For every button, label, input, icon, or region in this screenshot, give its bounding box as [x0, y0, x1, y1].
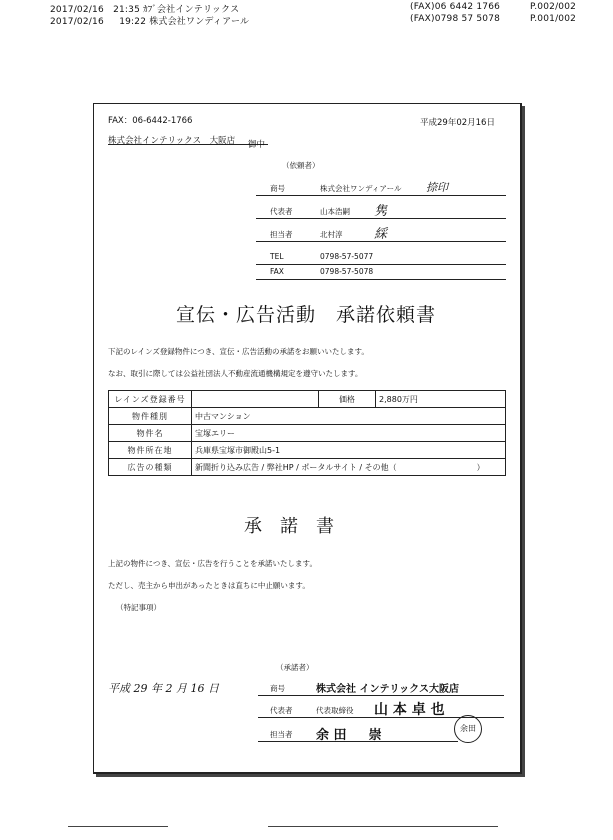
scan-mark-left: [68, 826, 168, 827]
seal-stamp: [454, 715, 482, 743]
table-value-name: 宝塚エリー: [192, 425, 506, 442]
consenter-staff-name: 余 田 崇: [316, 728, 382, 743]
consent-line-2: ただし、売主から申出があったときは直ちに中止願います。: [108, 581, 310, 590]
requester-row-label: 代表者: [270, 207, 293, 216]
requester-label: （依頼者）: [282, 161, 320, 170]
handwritten-rep-mark: 隽: [374, 204, 388, 219]
requester-row-value: 北村淳: [320, 230, 343, 239]
fax2-number: (FAX)0798 57 5078: [410, 14, 501, 24]
table-value-price: 2,880万円: [376, 391, 506, 408]
fax1-number: (FAX)06 6442 1766: [410, 2, 501, 12]
handwritten-seal-mark: 捺印: [426, 181, 448, 194]
table-value-ad-type: 新聞折り込み広告 / 弊社HP / ポータルサイト / その他（ ）: [192, 459, 506, 476]
body-line-2: なお、取引に際しては公益社団法人不動産流通機構規定を遵守いたします。: [108, 369, 363, 378]
table-label-reins: レインズ登録番号: [109, 391, 192, 408]
table-row: [109, 459, 506, 476]
document-date: 平成29年02月16日: [420, 118, 495, 128]
recipient-honorific: 御中: [248, 140, 266, 150]
consent-title: 承 諾 書: [244, 516, 334, 537]
table-row: [109, 425, 506, 442]
requester-row-label: FAX: [270, 267, 284, 276]
requester-row-staff: [256, 225, 506, 242]
table-label-ad-type: 広告の種類: [109, 459, 192, 476]
body-line-1: 下記のレインズ登録物件につき、宣伝・広告活動の承諾をお願いいたします。: [108, 347, 369, 356]
fax1-time: 21:35: [113, 5, 140, 15]
requester-row-value: 0798-57-5078: [320, 267, 374, 276]
document-title: 宣伝・広告活動 承諾依頼書: [176, 304, 437, 326]
requester-row-label: TEL: [270, 252, 284, 261]
consenter-rep-name: 山 本 卓 也: [374, 702, 445, 718]
requester-row-value: 株式会社ワンディアール: [320, 184, 402, 193]
table-row: [109, 442, 506, 459]
table-label-location: 物件所在地: [109, 442, 192, 459]
requester-row-value: 0798-57-5077: [320, 252, 374, 261]
table-label-type: 物件種別: [109, 408, 192, 425]
consenter-row-label: 担当者: [270, 730, 293, 739]
table-value-reins: [192, 391, 319, 408]
fax1-page: P.002/002: [530, 2, 577, 12]
table-value-type: 中古マンション: [192, 408, 506, 425]
table-label-price: 価格: [319, 391, 376, 408]
fax1-date: 2017/02/16: [50, 5, 104, 15]
recipient-line: [108, 128, 268, 145]
recipient-company: 株式会社インテリックス 大阪店: [108, 136, 236, 146]
consenter-row-label: 商号: [270, 684, 285, 693]
requester-row-company: [256, 179, 506, 196]
table-value-location: 兵庫県宝塚市御殿山5-1: [192, 442, 506, 459]
fax1-sender: ｶﾌﾞ会社インテリックス: [143, 5, 240, 15]
requester-row-fax: [256, 263, 506, 280]
fax2-date: 2017/02/16: [50, 17, 104, 27]
requester-row-value: 山本浩嗣: [320, 207, 350, 216]
fax2-sender: 株式会社ワンディアール: [149, 17, 250, 27]
table-row: [109, 408, 506, 425]
handwritten-staff-mark: 綵: [374, 227, 388, 242]
consenter-row-label: 代表者: [270, 706, 293, 715]
property-table: [108, 390, 506, 476]
table-row: [109, 391, 506, 408]
consenter-row-company: [258, 678, 504, 696]
consenter-company-stamp: 株式会社 インテリックス大阪店: [316, 684, 459, 695]
table-label-name: 物件名: [109, 425, 192, 442]
scan-mark-right: [268, 826, 498, 827]
special-notes-label: （特記事項）: [116, 603, 161, 612]
seal-stamp-text: 余田: [460, 724, 476, 733]
requester-row-label: 商号: [270, 184, 285, 193]
fax-header-line2: [50, 14, 249, 27]
consenter-row-staff: [258, 724, 458, 742]
consent-date-handwritten: 平成 29 年 2 月 16 日: [108, 682, 219, 695]
requester-row-representative: [256, 202, 506, 219]
consenter-rep-role: 代表取締役: [316, 706, 354, 715]
fax2-time: 19:22: [119, 17, 147, 27]
fax2-page: P.001/002: [530, 14, 577, 24]
recipient-fax: FAX：06-6442-1766: [108, 116, 193, 126]
consent-line-1: 上記の物件につき、宣伝・広告を行うことを承諾いたします。: [108, 559, 317, 568]
consenter-label: （承諾者）: [276, 663, 314, 672]
requester-row-label: 担当者: [270, 230, 293, 239]
